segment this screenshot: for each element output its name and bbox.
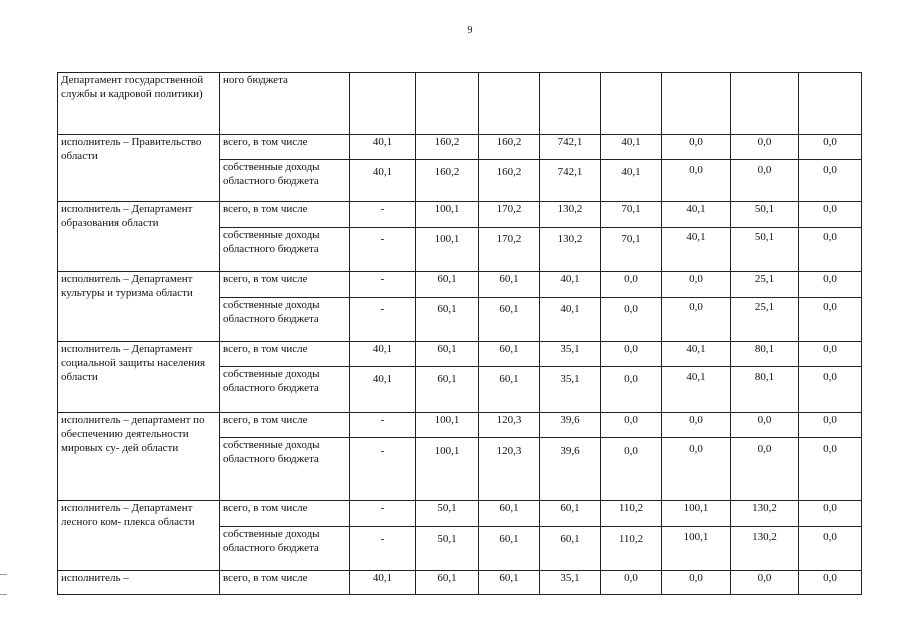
value-text: 60,1 — [560, 533, 580, 545]
value-cell — [350, 73, 416, 135]
value-cell — [416, 298, 479, 342]
value-text: 100,1 — [683, 502, 709, 514]
value-cell — [350, 501, 416, 527]
value-text: 50,1 — [754, 203, 775, 215]
value-text: 40,1 — [560, 303, 580, 315]
value-text: 60,1 — [437, 572, 457, 584]
value-cell — [731, 135, 799, 160]
value-cell — [662, 571, 731, 595]
value-text: 40,1 — [621, 166, 641, 178]
value-cell — [601, 501, 662, 527]
value-cell — [601, 228, 662, 272]
value-cell — [416, 202, 479, 228]
value-text: 0,0 — [823, 203, 837, 215]
value-text: 0,0 — [823, 414, 837, 426]
value-text: 0,0 — [757, 136, 772, 148]
value-cell — [540, 342, 601, 367]
budget-line-cell: ного бюджета — [220, 73, 350, 135]
value-cell — [479, 571, 540, 595]
value-text: 742,1 — [557, 166, 583, 178]
value-text: - — [380, 445, 385, 457]
executor-row — [58, 202, 862, 228]
value-text: - — [380, 502, 385, 514]
value-text: 40,1 — [372, 343, 393, 355]
budget-line-label: всего, в том числе — [220, 413, 350, 438]
value-text: 100,1 — [434, 445, 460, 457]
value-text: 50,1 — [437, 502, 457, 514]
value-cell — [479, 202, 540, 228]
executor-row — [58, 501, 862, 527]
value-cell — [662, 202, 731, 228]
value-text: 60,1 — [437, 373, 457, 385]
value-cell — [540, 501, 601, 527]
value-cell — [662, 438, 731, 501]
value-text: 40,1 — [372, 136, 393, 148]
value-text: 0,0 — [757, 414, 772, 426]
executor-row — [58, 135, 862, 160]
value-cell — [601, 298, 662, 342]
executor-name: исполнитель – — [58, 571, 220, 595]
executor-row — [58, 413, 862, 438]
value-text: 40,1 — [372, 572, 393, 584]
value-text: 50,1 — [437, 533, 457, 545]
department-cell: Департамент государственной службы и кадровой политики) — [58, 73, 220, 135]
value-cell — [799, 135, 862, 160]
value-text: 40,1 — [560, 273, 580, 285]
value-cell — [479, 272, 540, 298]
value-text: 80,1 — [754, 343, 775, 355]
value-cell — [799, 272, 862, 298]
value-cell — [731, 527, 799, 571]
value-cell — [416, 73, 479, 135]
value-text: 40,1 — [372, 373, 393, 385]
value-cell — [479, 438, 540, 501]
value-text: - — [380, 233, 385, 245]
value-cell — [662, 342, 731, 367]
value-cell — [731, 73, 799, 135]
value-cell — [662, 73, 731, 135]
value-text: 60,1 — [437, 343, 457, 355]
value-cell — [799, 298, 862, 342]
value-cell — [799, 73, 862, 135]
value-cell — [731, 367, 799, 413]
value-text: 0,0 — [757, 164, 772, 176]
value-text: 110,2 — [618, 502, 644, 514]
value-text: 39,6 — [560, 445, 580, 457]
value-text: 40,1 — [686, 203, 706, 215]
value-text: - — [380, 203, 385, 215]
value-cell — [540, 272, 601, 298]
budget-line-label: собственные доходы областного бюджета — [220, 298, 350, 342]
value-text: 170,2 — [496, 203, 522, 215]
value-text: - — [380, 533, 385, 545]
edge-mark — [0, 574, 7, 575]
budget-line-label: всего, в том числе — [220, 342, 350, 367]
value-text: 0,0 — [823, 301, 837, 313]
value-cell — [601, 202, 662, 228]
value-text: 100,1 — [434, 203, 460, 215]
value-cell — [731, 160, 799, 202]
value-cell — [350, 160, 416, 202]
value-text: 40,1 — [686, 231, 706, 243]
value-cell — [799, 342, 862, 367]
value-cell — [540, 73, 601, 135]
value-text: 0,0 — [823, 531, 837, 543]
value-text: 0,0 — [689, 273, 703, 285]
value-cell — [479, 135, 540, 160]
value-text: 110,2 — [618, 533, 644, 545]
value-text: 0,0 — [624, 414, 638, 426]
executor-name: исполнитель – Департамент социальной защиты населения области — [58, 342, 220, 413]
value-text: 0,0 — [757, 572, 772, 584]
value-text: 130,2 — [752, 531, 777, 543]
value-text: 160,2 — [496, 136, 522, 148]
value-cell — [350, 527, 416, 571]
value-text: 130,2 — [557, 203, 583, 215]
value-cell — [662, 298, 731, 342]
value-cell — [731, 571, 799, 595]
value-cell — [479, 413, 540, 438]
value-cell — [799, 501, 862, 527]
executor-row — [58, 342, 862, 367]
value-cell — [479, 73, 540, 135]
value-cell — [416, 527, 479, 571]
value-text: 39,6 — [560, 414, 580, 426]
executor-name: исполнитель – Департамент лесного ком- плекса области — [58, 501, 220, 571]
value-text: 0,0 — [823, 343, 837, 355]
value-cell — [350, 272, 416, 298]
executor-row — [58, 571, 862, 595]
value-cell — [479, 228, 540, 272]
budget-line-label: собственные доходы областного бюджета — [220, 527, 350, 571]
value-cell — [601, 413, 662, 438]
value-cell — [731, 228, 799, 272]
value-cell — [540, 571, 601, 595]
value-cell — [540, 228, 601, 272]
value-text: 0,0 — [689, 136, 703, 148]
executor-name: исполнитель – департамент по обеспечению деятельности мировых су- дей области — [58, 413, 220, 501]
value-text: 0,0 — [823, 273, 837, 285]
value-cell — [662, 527, 731, 571]
value-text: 60,1 — [499, 273, 519, 285]
value-text: 0,0 — [689, 301, 703, 313]
value-text: 60,1 — [499, 343, 519, 355]
value-text: 0,0 — [757, 443, 772, 455]
budget-line-label: всего, в том числе — [220, 135, 350, 160]
value-text: 35,1 — [560, 343, 580, 355]
value-cell — [662, 228, 731, 272]
executor-row — [58, 272, 862, 298]
value-text: 50,1 — [754, 231, 775, 243]
value-cell — [731, 413, 799, 438]
value-cell — [479, 367, 540, 413]
value-text: 70,1 — [621, 203, 641, 215]
value-text: 60,1 — [499, 303, 519, 315]
value-text: 0,0 — [624, 273, 638, 285]
value-cell — [799, 202, 862, 228]
value-cell — [731, 202, 799, 228]
value-cell — [416, 228, 479, 272]
budget-table — [57, 72, 862, 595]
value-cell — [731, 501, 799, 527]
value-cell — [350, 342, 416, 367]
header-row — [58, 73, 862, 135]
budget-line-label: собственные доходы областного бюджета — [220, 160, 350, 202]
value-cell — [601, 527, 662, 571]
value-cell — [540, 413, 601, 438]
value-cell — [350, 228, 416, 272]
budget-line-label: всего, в том числе — [220, 501, 350, 527]
value-text: 0,0 — [624, 572, 638, 584]
value-text: 120,3 — [496, 445, 522, 457]
value-cell — [540, 135, 601, 160]
value-cell — [350, 202, 416, 228]
value-cell — [662, 413, 731, 438]
value-text: 0,0 — [624, 373, 638, 385]
value-text: 0,0 — [689, 443, 703, 455]
executor-name: исполнитель – Департамент культуры и туризма области — [58, 272, 220, 342]
value-cell — [731, 342, 799, 367]
value-cell — [416, 367, 479, 413]
value-cell — [601, 73, 662, 135]
value-text: 742,1 — [557, 136, 583, 148]
value-text: 170,2 — [496, 233, 522, 245]
value-cell — [416, 501, 479, 527]
value-text: 120,3 — [496, 414, 522, 426]
value-cell — [601, 571, 662, 595]
value-cell — [416, 413, 479, 438]
value-text: 100,1 — [683, 531, 709, 543]
value-text: 0,0 — [823, 502, 837, 514]
value-text: 60,1 — [499, 502, 519, 514]
value-cell — [601, 342, 662, 367]
value-text: 35,1 — [560, 572, 580, 584]
value-text: 60,1 — [437, 303, 457, 315]
value-cell — [350, 571, 416, 595]
value-cell — [350, 135, 416, 160]
value-cell — [350, 413, 416, 438]
budget-line-label: всего, в том числе — [220, 202, 350, 228]
value-text: 0,0 — [689, 164, 703, 176]
value-cell — [416, 342, 479, 367]
value-text: 100,1 — [434, 414, 460, 426]
value-cell — [479, 160, 540, 202]
value-text: 0,0 — [823, 443, 837, 455]
value-cell — [350, 438, 416, 501]
executor-name: исполнитель – Правительство области — [58, 135, 220, 202]
value-text: 0,0 — [624, 343, 638, 355]
value-text: 0,0 — [823, 231, 837, 243]
value-cell — [799, 228, 862, 272]
budget-line-label: собственные доходы областного бюджета — [220, 228, 350, 272]
value-cell — [662, 367, 731, 413]
value-cell — [479, 501, 540, 527]
value-text: 70,1 — [621, 233, 641, 245]
value-text: 40,1 — [686, 343, 706, 355]
value-cell — [662, 501, 731, 527]
value-text: 0,0 — [823, 371, 837, 383]
value-cell — [601, 160, 662, 202]
value-text: 60,1 — [499, 533, 519, 545]
value-cell — [350, 367, 416, 413]
value-text: 80,1 — [754, 371, 775, 383]
value-text: 60,1 — [499, 373, 519, 385]
value-text: - — [380, 303, 385, 315]
value-cell — [416, 438, 479, 501]
value-cell — [731, 438, 799, 501]
value-text: 0,0 — [689, 414, 703, 426]
value-cell — [662, 272, 731, 298]
value-cell — [479, 298, 540, 342]
value-cell — [540, 438, 601, 501]
value-cell — [540, 527, 601, 571]
budget-line-label: всего, в том числе — [220, 272, 350, 298]
value-cell — [601, 135, 662, 160]
value-cell — [540, 367, 601, 413]
value-cell — [540, 160, 601, 202]
value-cell — [601, 272, 662, 298]
value-text: 130,2 — [557, 233, 583, 245]
value-cell — [540, 202, 601, 228]
value-cell — [540, 298, 601, 342]
value-cell — [799, 571, 862, 595]
value-cell — [479, 342, 540, 367]
value-cell — [416, 160, 479, 202]
value-text: 25,1 — [754, 273, 775, 285]
value-text: 0,0 — [823, 572, 837, 584]
value-text: 60,1 — [499, 572, 519, 584]
value-text: 0,0 — [823, 136, 837, 148]
value-cell — [601, 438, 662, 501]
value-cell — [799, 160, 862, 202]
budget-line-label: собственные доходы областного бюджета — [220, 438, 350, 501]
value-cell — [416, 135, 479, 160]
budget-line-label: всего, в том числе — [220, 571, 350, 595]
value-cell — [799, 527, 862, 571]
value-text: 35,1 — [560, 373, 580, 385]
value-text: 40,1 — [621, 136, 641, 148]
value-text: 130,2 — [752, 502, 777, 514]
value-text: 60,1 — [560, 502, 580, 514]
value-cell — [799, 367, 862, 413]
value-text: 0,0 — [823, 164, 837, 176]
value-cell — [799, 438, 862, 501]
value-text: 160,2 — [496, 166, 522, 178]
value-text: 100,1 — [434, 233, 460, 245]
value-cell — [601, 367, 662, 413]
value-text: 40,1 — [372, 166, 393, 178]
value-cell — [479, 527, 540, 571]
value-cell — [731, 272, 799, 298]
value-cell — [799, 413, 862, 438]
value-cell — [350, 298, 416, 342]
value-text: - — [380, 273, 385, 285]
value-text: - — [380, 414, 385, 426]
value-text: 160,2 — [434, 166, 460, 178]
page-number: 9 — [467, 25, 473, 36]
value-text: 40,1 — [686, 371, 706, 383]
value-cell — [662, 160, 731, 202]
value-cell — [731, 298, 799, 342]
executor-name: исполнитель – Департамент образования области — [58, 202, 220, 272]
value-text: 25,1 — [754, 301, 775, 313]
budget-line-label: собственные доходы областного бюджета — [220, 367, 350, 413]
value-text: 0,0 — [624, 445, 638, 457]
value-text: 160,2 — [434, 136, 460, 148]
value-cell — [662, 135, 731, 160]
value-text: 0,0 — [689, 572, 703, 584]
value-text: 0,0 — [624, 303, 638, 315]
edge-mark — [0, 594, 7, 595]
value-text: 60,1 — [437, 273, 457, 285]
value-cell — [416, 571, 479, 595]
value-cell — [416, 272, 479, 298]
